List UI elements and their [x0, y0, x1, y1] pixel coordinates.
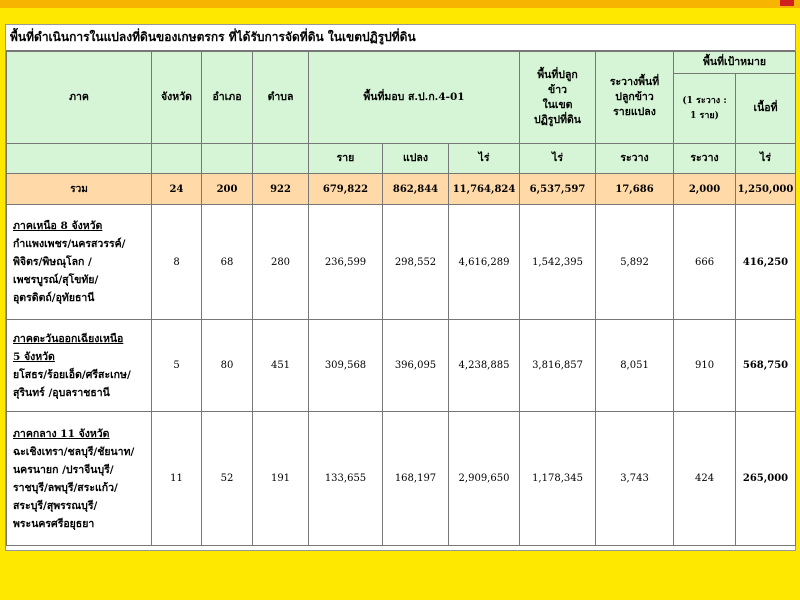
region-name: ภาคตะวันออกเฉียงเหนือ: [13, 332, 124, 345]
cell-subdistrict: 191: [253, 412, 309, 546]
region-provinces-line: นครนายก /ปราจีนบุรี/: [13, 463, 114, 476]
cell-province: 5: [152, 320, 202, 412]
cell-district: 52: [202, 412, 253, 546]
total-rice-rai: 6,537,597: [520, 174, 596, 205]
header-target-note-line: (1 ระวาง :: [682, 95, 727, 106]
header-sub-rai: ไร่: [449, 144, 520, 174]
cell-target-spacing: 666: [674, 205, 736, 320]
header-sub-empty: [202, 144, 253, 174]
region-name: ภาคเหนือ 8 จังหวัด: [13, 220, 103, 232]
top-strip: [0, 0, 800, 8]
cell-subdistrict: 451: [253, 320, 309, 412]
header-rice-area-line: ปฏิรูปที่ดิน: [534, 113, 581, 126]
region-provinces-line: ยโสธร/ร้อยเอ็ด/ศรีสะเกษ/: [13, 368, 131, 381]
total-people: 679,822: [309, 174, 383, 205]
cell-plots: 168,197: [383, 412, 449, 546]
region-name: ภาคกลาง 11 จังหวัด: [13, 427, 110, 440]
cell-district: 68: [202, 205, 253, 320]
total-subdistrict: 922: [253, 174, 309, 205]
region-provinces-line: สุรินทร์ /อุบลราชธานี: [13, 386, 110, 399]
header-district: อำเภอ: [202, 52, 253, 144]
header-sub-plots: แปลง: [383, 144, 449, 174]
header-rice-spacing-line: รายแปลง: [613, 106, 656, 118]
header-rice-spacing-line: ปลูกข้าว: [615, 91, 654, 103]
total-label: รวม: [7, 174, 152, 205]
cell-spacing: 5,892: [596, 205, 674, 320]
region-cell: [7, 320, 152, 412]
header-sub-people: ราย: [309, 144, 383, 174]
region-cell: [7, 412, 152, 546]
header-allocated: พื้นที่มอบ ส.ป.ก.4-01: [309, 52, 520, 144]
cell-rai: 4,616,289: [449, 205, 520, 320]
header-sub-target-spacing: ระวาง: [674, 144, 736, 174]
header-sub-rice-rai: ไร่: [520, 144, 596, 174]
header-sub-empty: [253, 144, 309, 174]
region-name-line2: 5 จังหวัด: [13, 350, 55, 363]
table-row: [7, 205, 796, 320]
total-target-spacing: 2,000: [674, 174, 736, 205]
data-sheet: [5, 24, 796, 551]
cell-rai: 4,238,885: [449, 320, 520, 412]
region-provinces-line: ราชบุรี/ลพบุรี/สระแก้ว/: [13, 481, 118, 494]
corner-mark: [780, 0, 794, 6]
cell-target-spacing: 424: [674, 412, 736, 546]
cell-rai: 2,909,650: [449, 412, 520, 546]
total-district: 200: [202, 174, 253, 205]
region-cell: [7, 205, 152, 320]
cell-rice-rai: 1,178,345: [520, 412, 596, 546]
region-provinces-line: สระบุรี/สุพรรณบุรี/: [13, 499, 98, 512]
header-province: จังหวัด: [152, 52, 202, 144]
cell-target-rai: 265,000: [736, 412, 796, 546]
header-target-note-line: 1 ราย): [690, 110, 719, 121]
cell-people: 236,599: [309, 205, 383, 320]
header-sub-empty: [152, 144, 202, 174]
header-rice-area-line: พื้นที่ปลูก: [537, 68, 578, 81]
table-title: พื้นที่ดำเนินการในแปลงที่ดินของเกษตรกร ที่ได้รับการจัดที่ดิน ในเขตปฏิรูปที่ดิน: [6, 25, 795, 51]
cell-subdistrict: 280: [253, 205, 309, 320]
cell-target-rai: 416,250: [736, 205, 796, 320]
table-row: [7, 320, 796, 412]
cell-target-spacing: 910: [674, 320, 736, 412]
cell-spacing: 8,051: [596, 320, 674, 412]
region-provinces-line: พิจิตร/พิษณุโลก /: [13, 256, 92, 268]
region-provinces-line: กำแพงเพชร/นครสวรรค์/: [13, 238, 126, 250]
header-target: พื้นที่เป้าหมาย: [674, 52, 796, 74]
region-provinces-line: พระนครศรีอยุธยา: [13, 517, 95, 530]
header-subdistrict: ตำบล: [253, 52, 309, 144]
cell-rice-rai: 1,542,395: [520, 205, 596, 320]
cell-plots: 396,095: [383, 320, 449, 412]
total-plots: 862,844: [383, 174, 449, 205]
total-province: 24: [152, 174, 202, 205]
header-region: ภาค: [7, 52, 152, 144]
table-row: [7, 412, 796, 546]
region-provinces-line: ฉะเชิงเทรา/ชลบุรี/ชัยนาท/: [13, 445, 135, 458]
header-rice-area-line: ในเขต: [542, 98, 573, 111]
header-rice-area-line: ข้าว: [548, 83, 567, 96]
total-rai: 11,764,824: [449, 174, 520, 205]
cell-plots: 298,552: [383, 205, 449, 320]
region-provinces-line: อุตรดิตถ์/อุทัยธานี: [13, 292, 95, 304]
header-rice-area: [520, 52, 596, 144]
header-sub-spacing: ระวาง: [596, 144, 674, 174]
cell-people: 309,568: [309, 320, 383, 412]
land-reform-table: [6, 51, 796, 546]
header-rice-spacing: [596, 52, 674, 144]
cell-province: 11: [152, 412, 202, 546]
header-sub-target-rai: ไร่: [736, 144, 796, 174]
cell-spacing: 3,743: [596, 412, 674, 546]
total-spacing: 17,686: [596, 174, 674, 205]
region-provinces-line: เพชรบูรณ์/สุโขทัย/: [13, 274, 99, 286]
cell-province: 8: [152, 205, 202, 320]
cell-district: 80: [202, 320, 253, 412]
header-target-area: เนื้อที่: [736, 74, 796, 144]
cell-rice-rai: 3,816,857: [520, 320, 596, 412]
total-target-rai: 1,250,000: [736, 174, 796, 205]
total-row: [7, 174, 796, 205]
cell-target-rai: 568,750: [736, 320, 796, 412]
header-rice-spacing-line: ระวางพื้นที่: [609, 76, 660, 88]
header-sub-empty: [7, 144, 152, 174]
header-target-note: [674, 74, 736, 144]
cell-people: 133,655: [309, 412, 383, 546]
